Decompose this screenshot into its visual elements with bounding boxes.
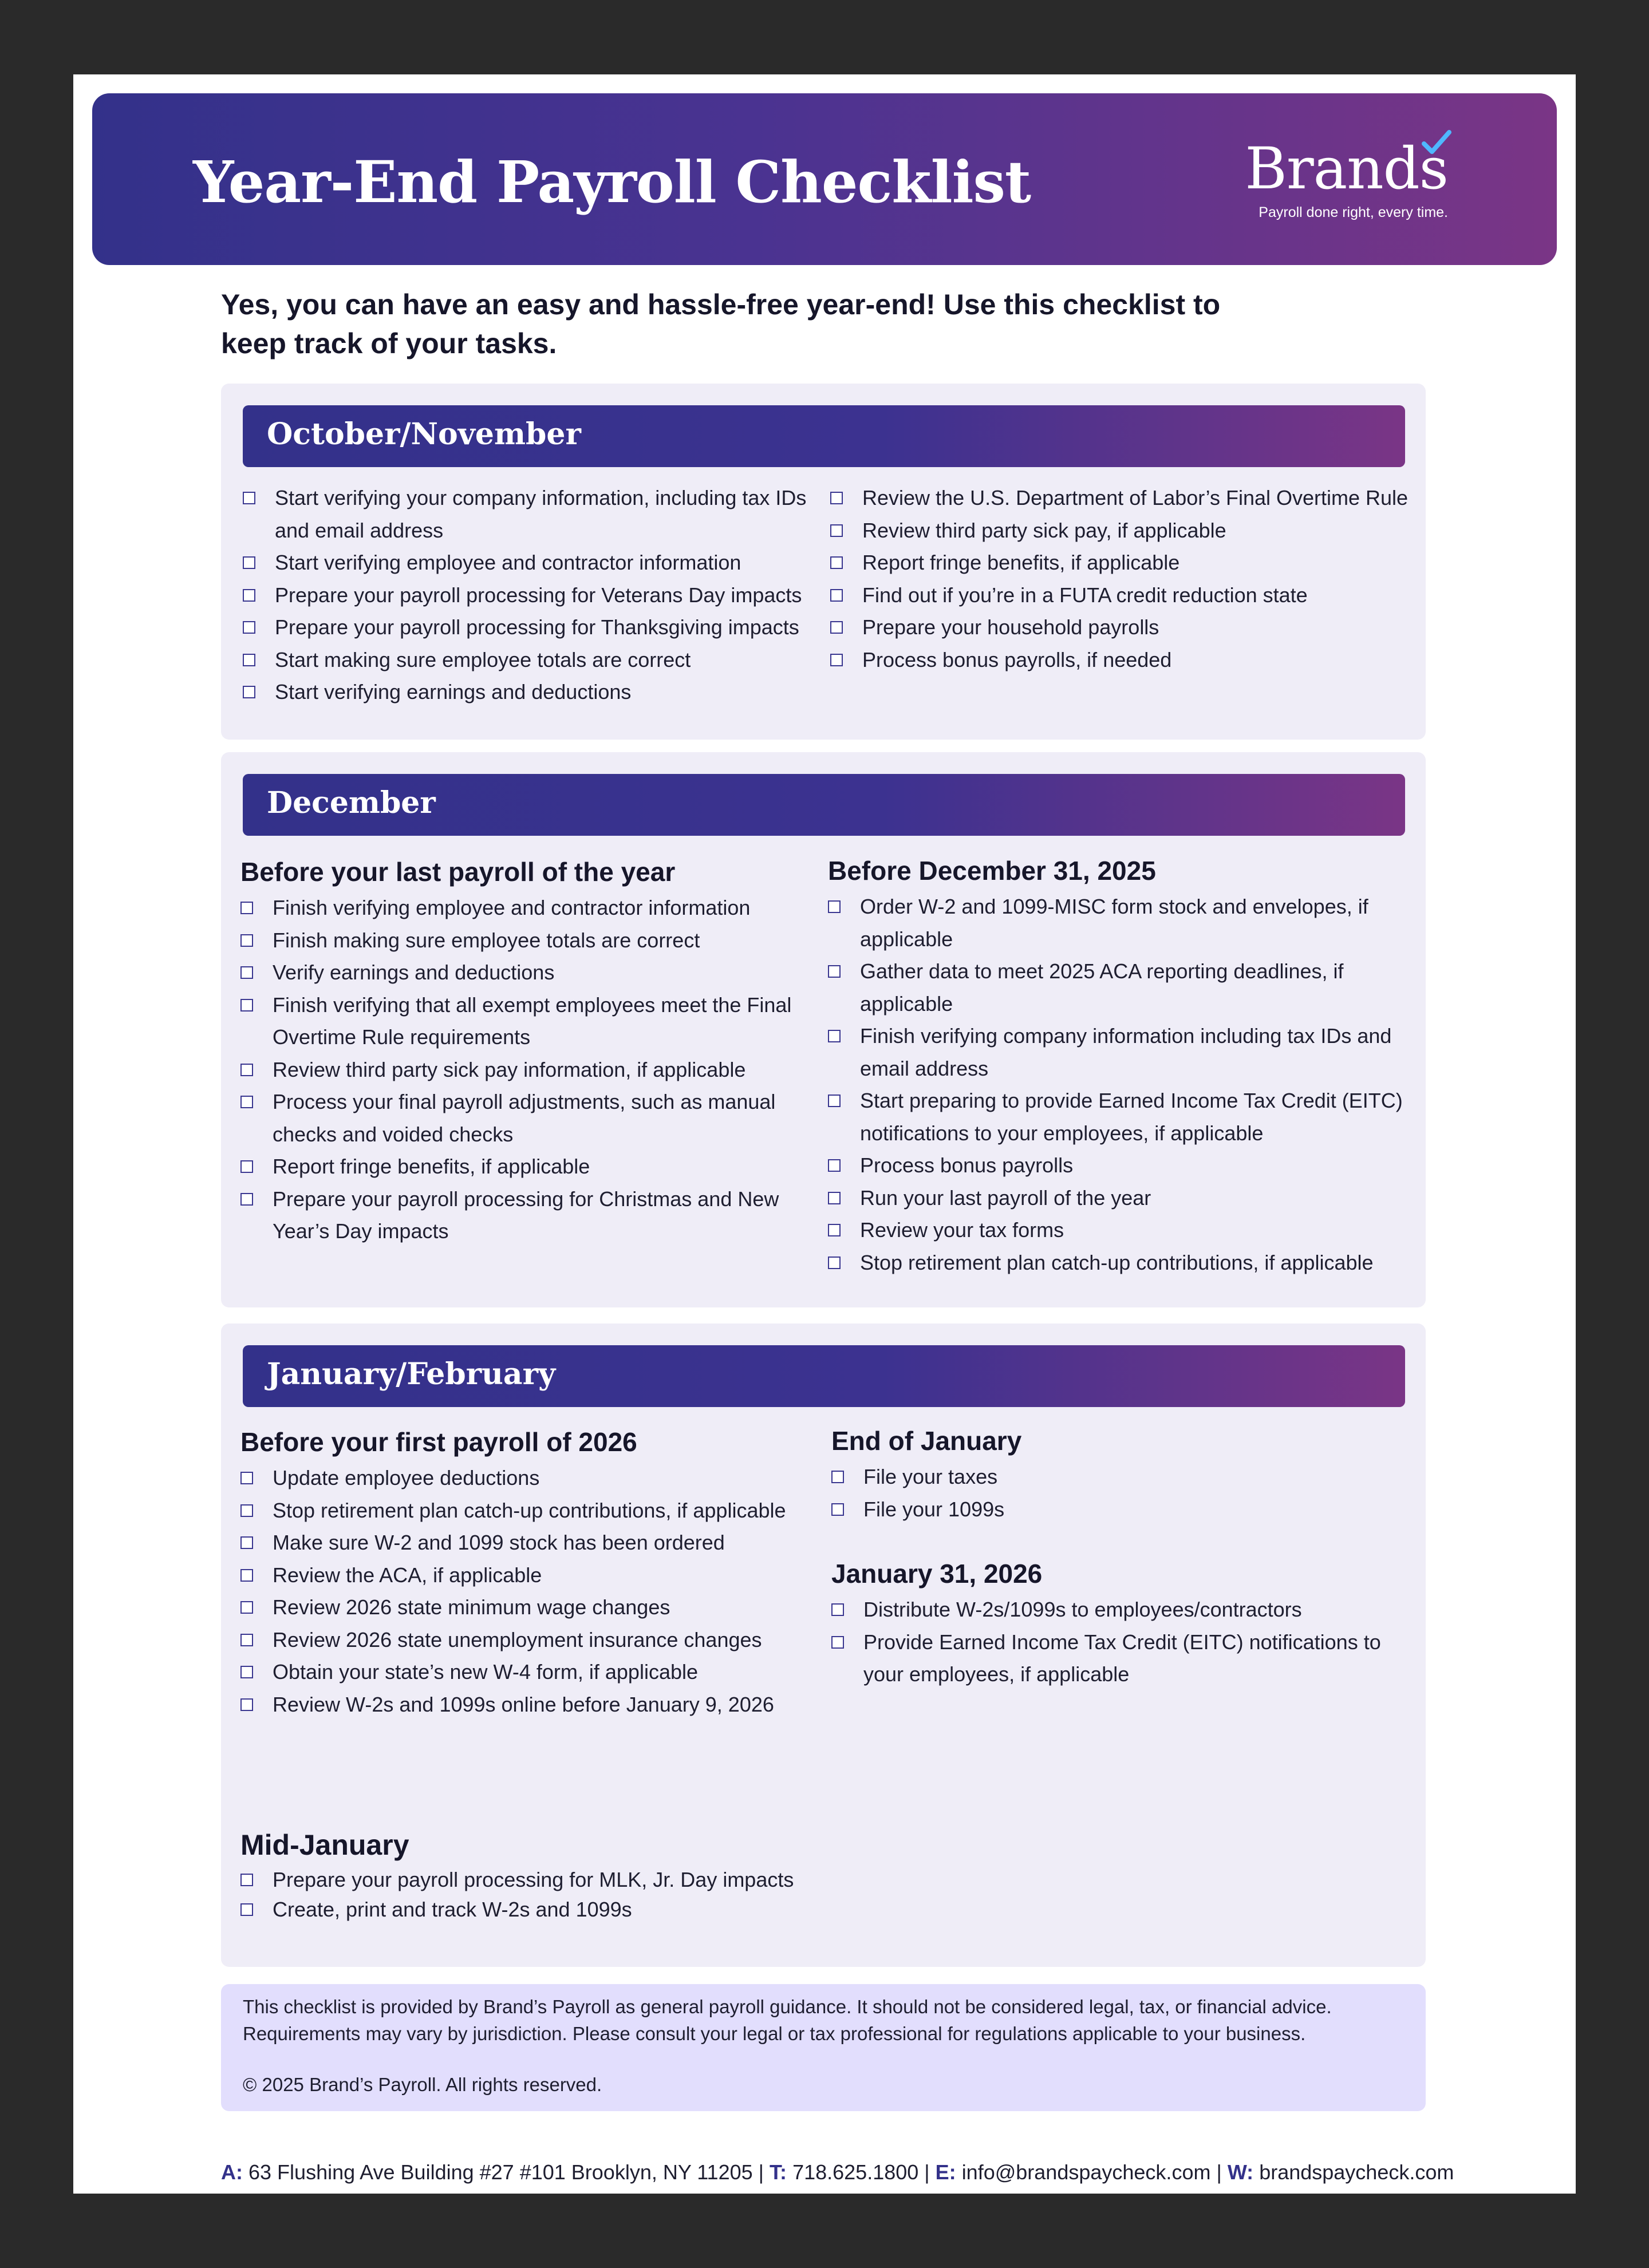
checkbox-icon[interactable] bbox=[240, 1536, 253, 1549]
checkmark-icon bbox=[1422, 129, 1451, 156]
checklist-item[interactable]: Obtain your state’s new W-4 form, if applicable bbox=[240, 1656, 819, 1689]
logo-wordmark: Brands bbox=[1245, 135, 1448, 202]
checklist-item[interactable]: File your taxes bbox=[831, 1461, 1410, 1493]
checklist-item[interactable]: Order W-2 and 1099-MISC form stock and envelopes, if applicable bbox=[828, 891, 1412, 955]
checkbox-icon[interactable] bbox=[240, 1504, 253, 1517]
checkbox-icon[interactable] bbox=[240, 1666, 253, 1678]
separator: | bbox=[758, 2160, 764, 2184]
checkbox-icon[interactable] bbox=[240, 1634, 253, 1646]
checklist-item[interactable]: Finish making sure employee totals are correct bbox=[240, 924, 819, 957]
section-title: January/February bbox=[267, 1357, 556, 1392]
checkbox-icon[interactable] bbox=[830, 589, 843, 602]
checklist-item[interactable]: Report fringe benefits, if applicable bbox=[240, 1151, 819, 1183]
october-november-section bbox=[221, 384, 1426, 740]
checklist bbox=[240, 1462, 819, 1721]
disclaimer-box bbox=[221, 1984, 1426, 2111]
checklist-item[interactable]: Start making sure employee totals are correct bbox=[243, 644, 821, 677]
checklist bbox=[830, 482, 1409, 676]
checkbox-icon[interactable] bbox=[240, 1193, 253, 1206]
title-banner bbox=[92, 93, 1557, 265]
checklist-item[interactable]: Report fringe benefits, if applicable bbox=[830, 547, 1409, 579]
checkbox-icon[interactable] bbox=[828, 1159, 841, 1172]
checkbox-icon[interactable] bbox=[830, 556, 843, 569]
january-february-section bbox=[221, 1323, 1426, 1967]
section-title: December bbox=[267, 785, 436, 820]
checkbox-icon[interactable] bbox=[240, 1569, 253, 1582]
subsection-heading: Before your first payroll of 2026 bbox=[240, 1427, 637, 1457]
intro-text: Yes, you can have an easy and hassle-free year-end! Use this checklist to keep track of your tasks. bbox=[221, 289, 1221, 359]
checklist-item[interactable]: Process bonus payrolls, if needed bbox=[830, 644, 1409, 677]
subsection-heading: End of January bbox=[831, 1426, 1022, 1456]
checkbox-icon[interactable] bbox=[828, 900, 841, 913]
checklist-item[interactable]: Verify earnings and deductions bbox=[240, 957, 819, 989]
checkbox-icon[interactable] bbox=[240, 1698, 253, 1711]
section-title: October/November bbox=[267, 417, 581, 452]
phone[interactable]: 718.625.1800 bbox=[792, 2160, 919, 2184]
checklist-item[interactable]: Review your tax forms bbox=[828, 1214, 1412, 1247]
checkbox-icon[interactable] bbox=[828, 1257, 841, 1269]
checklist bbox=[828, 891, 1412, 1279]
checklist-item[interactable]: Gather data to meet 2025 ACA reporting deadlines, if applicable bbox=[828, 955, 1412, 1020]
subsection-heading: Mid-January bbox=[240, 1829, 409, 1861]
checkbox-icon[interactable] bbox=[243, 492, 255, 504]
checkbox-icon[interactable] bbox=[240, 902, 253, 914]
checkbox-icon[interactable] bbox=[240, 999, 253, 1011]
checkbox-icon[interactable] bbox=[828, 1224, 841, 1236]
checklist-item[interactable]: Review third party sick pay, if applicable bbox=[830, 515, 1409, 547]
checklist bbox=[240, 892, 819, 1248]
checklist-item[interactable]: Review 2026 state minimum wage changes bbox=[240, 1591, 819, 1624]
subsection-heading: January 31, 2026 bbox=[831, 1559, 1043, 1589]
email-label: E: bbox=[935, 2160, 956, 2184]
checklist-item[interactable]: Prepare your payroll processing for Christmas and New Year’s Day impacts bbox=[240, 1183, 819, 1248]
checklist bbox=[243, 482, 821, 709]
copyright: © 2025 Brand’s Payroll. All rights reserved. bbox=[243, 2074, 602, 2095]
checkbox-icon[interactable] bbox=[831, 1503, 844, 1516]
checkbox-icon[interactable] bbox=[828, 1192, 841, 1204]
checklist-item[interactable]: Prepare your payroll processing for Veterans Day impacts bbox=[243, 579, 821, 612]
checkbox-icon[interactable] bbox=[831, 1603, 844, 1616]
checklist-page bbox=[73, 74, 1576, 2194]
checklist-item[interactable]: Review third party sick pay information, if applicable bbox=[240, 1054, 819, 1086]
separator: | bbox=[924, 2160, 930, 2184]
checklist bbox=[831, 1594, 1410, 1691]
checkbox-icon[interactable] bbox=[828, 965, 841, 978]
contact-footer bbox=[221, 2160, 1454, 2184]
email-link[interactable]: info@brandspaycheck.com bbox=[961, 2160, 1211, 2184]
checklist bbox=[831, 1461, 1410, 1526]
checklist-item[interactable]: Finish verifying employee and contractor information bbox=[240, 892, 819, 924]
checklist-item[interactable]: Finish verifying that all exempt employees meet the Final Overtime Rule requirements bbox=[240, 989, 819, 1054]
checkbox-icon[interactable] bbox=[831, 1471, 844, 1483]
checklist-item[interactable]: Finish verifying company information including tax IDs and email address bbox=[828, 1020, 1412, 1085]
disclaimer-text: This checklist is provided by Brand’s Payroll as general payroll guidance. It should not be considered legal, tax, or financial advice. Requirements may vary by jurisdiction. Please consult your legal or tax professional for regulations applicable to your business. bbox=[243, 1996, 1332, 2044]
checkbox-icon[interactable] bbox=[240, 1874, 253, 1886]
checkbox-icon[interactable] bbox=[830, 621, 843, 634]
checklist-item[interactable]: Stop retirement plan catch-up contributions, if applicable bbox=[828, 1247, 1412, 1279]
checkbox-icon[interactable] bbox=[243, 589, 255, 602]
checklist-item[interactable]: Start verifying employee and contractor information bbox=[243, 547, 821, 579]
address-label: A: bbox=[221, 2160, 243, 2184]
checklist-item[interactable]: File your 1099s bbox=[831, 1493, 1410, 1526]
section-header bbox=[243, 774, 1405, 836]
checkbox-icon[interactable] bbox=[240, 1160, 253, 1173]
checkbox-icon[interactable] bbox=[240, 1903, 253, 1916]
checklist-item[interactable]: Review the ACA, if applicable bbox=[240, 1559, 819, 1592]
checklist-item[interactable]: Find out if you’re in a FUTA credit reduction state bbox=[830, 579, 1409, 612]
checklist-item[interactable]: Process bonus payrolls bbox=[828, 1149, 1412, 1182]
checklist bbox=[240, 1865, 819, 1925]
checklist-item[interactable]: Review W-2s and 1099s online before January 9, 2026 bbox=[240, 1689, 819, 1721]
checklist-item[interactable]: Distribute W-2s/1099s to employees/contractors bbox=[831, 1594, 1410, 1626]
logo-tagline: Payroll done right, every time. bbox=[1259, 204, 1448, 220]
checkbox-icon[interactable] bbox=[240, 934, 253, 947]
december-section bbox=[221, 752, 1426, 1307]
checkbox-icon[interactable] bbox=[240, 1064, 253, 1076]
checklist-item[interactable]: Update employee deductions bbox=[240, 1462, 819, 1495]
checkbox-icon[interactable] bbox=[831, 1636, 844, 1649]
checklist-item[interactable]: Review the U.S. Department of Labor’s Final Overtime Rule bbox=[830, 482, 1409, 515]
checkbox-icon[interactable] bbox=[240, 966, 253, 979]
checkbox-icon[interactable] bbox=[240, 1472, 253, 1484]
checkbox-icon[interactable] bbox=[828, 1030, 841, 1042]
checklist-item[interactable]: Prepare your payroll processing for MLK, Jr. Day impacts bbox=[240, 1865, 819, 1895]
subsection-heading: Before your last payroll of the year bbox=[240, 857, 676, 887]
checklist-item[interactable]: Prepare your payroll processing for Thanksgiving impacts bbox=[243, 611, 821, 644]
checklist-item[interactable]: Make sure W-2 and 1099 stock has been ordered bbox=[240, 1527, 819, 1559]
checkbox-icon[interactable] bbox=[828, 1095, 841, 1107]
subsection-heading: Before December 31, 2025 bbox=[828, 856, 1156, 886]
checkbox-icon[interactable] bbox=[240, 1096, 253, 1108]
checklist-item[interactable]: Start preparing to provide Earned Income Tax Credit (EITC) notifications to your employees, if applicable bbox=[828, 1085, 1412, 1149]
checklist-item[interactable]: Run your last payroll of the year bbox=[828, 1182, 1412, 1215]
checkbox-icon[interactable] bbox=[240, 1601, 253, 1614]
checkbox-icon[interactable] bbox=[243, 654, 255, 666]
separator: | bbox=[1216, 2160, 1222, 2184]
checklist-item[interactable]: Process your final payroll adjustments, such as manual checks and voided checks bbox=[240, 1086, 819, 1151]
brands-logo bbox=[1242, 135, 1448, 226]
web-label: W: bbox=[1227, 2160, 1254, 2184]
address: 63 Flushing Ave Building #27 #101 Brooklyn, NY 11205 bbox=[248, 2160, 753, 2184]
checklist-item[interactable]: Stop retirement plan catch-up contributions, if applicable bbox=[240, 1495, 819, 1527]
checkbox-icon[interactable] bbox=[243, 621, 255, 634]
checkbox-icon[interactable] bbox=[830, 524, 843, 537]
checklist-item[interactable]: Start verifying earnings and deductions bbox=[243, 676, 821, 709]
page-title: Year-End Payroll Checklist bbox=[193, 148, 1031, 216]
section-header bbox=[243, 1345, 1405, 1407]
checkbox-icon[interactable] bbox=[243, 556, 255, 569]
checkbox-icon[interactable] bbox=[830, 492, 843, 504]
checklist-item[interactable]: Provide Earned Income Tax Credit (EITC) notifications to your employees, if applicable bbox=[831, 1626, 1410, 1691]
section-header bbox=[243, 405, 1405, 467]
phone-label: T: bbox=[770, 2160, 787, 2184]
checkbox-icon[interactable] bbox=[830, 654, 843, 666]
website-link[interactable]: brandspaycheck.com bbox=[1259, 2160, 1454, 2184]
checkbox-icon[interactable] bbox=[243, 686, 255, 698]
checklist-item[interactable]: Review 2026 state unemployment insurance changes bbox=[240, 1624, 819, 1657]
checklist-item[interactable]: Create, print and track W-2s and 1099s bbox=[240, 1895, 819, 1925]
checklist-item[interactable]: Start verifying your company information, including tax IDs and email address bbox=[243, 482, 821, 547]
checklist-item[interactable]: Prepare your household payrolls bbox=[830, 611, 1409, 644]
